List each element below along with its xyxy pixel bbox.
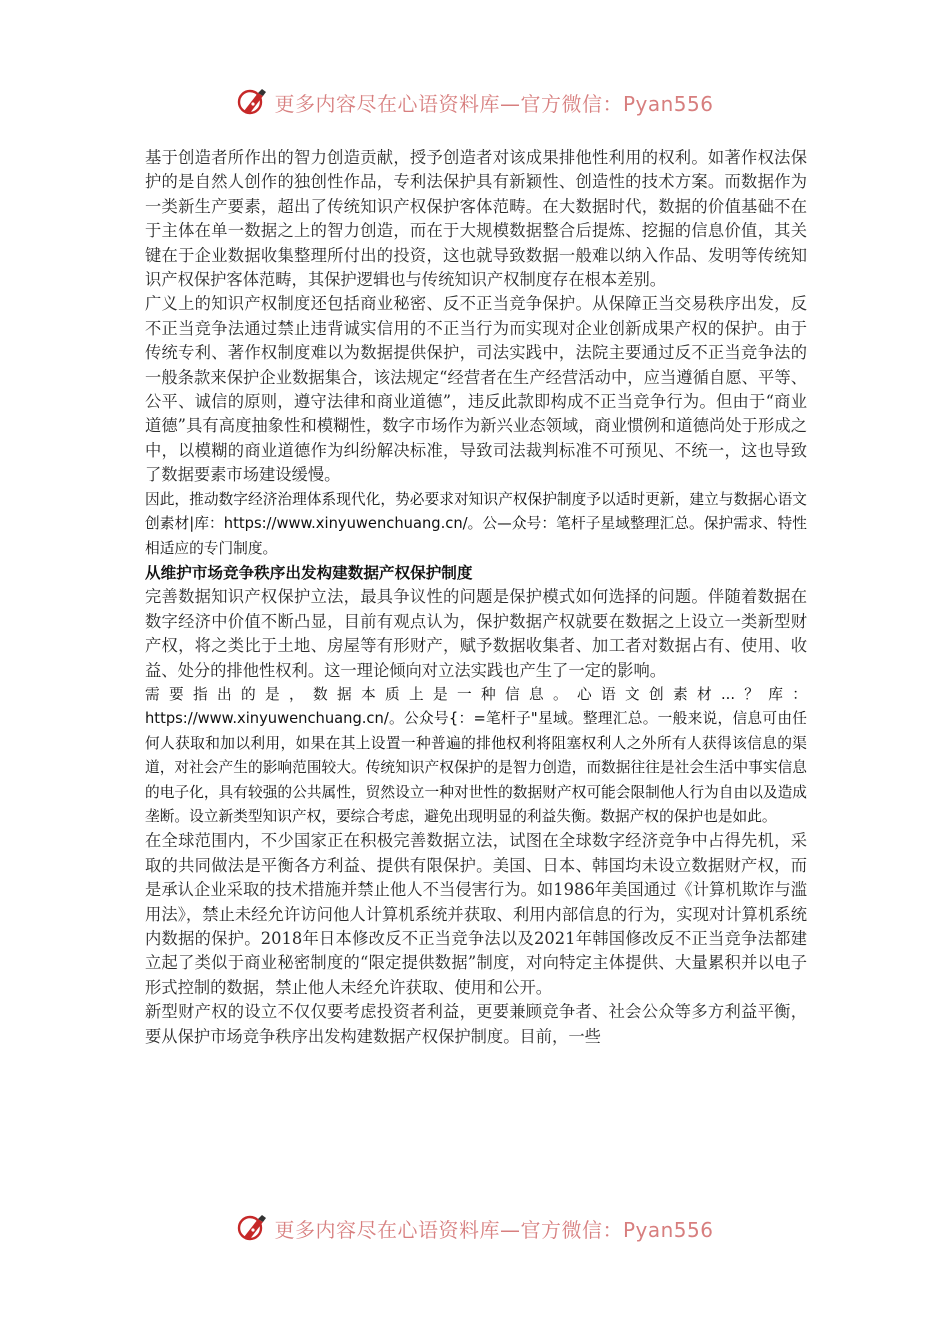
paragraph-3: 因此，推动数字经济治理体系现代化，势必要求对知识产权保护制度予以适时更新，建立与数据心语文创素材|库：https://www.xinyuwenchuang.cn/。公—众号：笔杆子星域整理汇总。保护需求、特性相适应的专门制度。 xyxy=(145,490,807,557)
footer-banner-text: 更多内容尽在心语资料库—官方微信：Pyan556 xyxy=(274,1217,714,1242)
document-body xyxy=(145,146,807,1049)
header-banner-text: 更多内容尽在心语资料库—官方微信：Pyan556 xyxy=(274,91,714,116)
pen-nib-logo-icon xyxy=(236,85,270,119)
section-heading: 从维护市场竞争秩序出发构建数据产权保护制度 xyxy=(145,563,473,582)
pen-nib-logo-icon xyxy=(236,1211,270,1245)
paragraph-2: 广义上的知识产权制度还包括商业秘密、反不正当竞争保护。从保障正当交易秩序出发，反不正当竞争法通过禁止违背诚实信用的不正当行为而实现对企业创新成果产权的保护。由于传统专利、著作权制度难以为数据提供保护，司法实践中，法院主要通过反不正当竞争法的一般条款来保护企业数据集合，该法规定“经营者在生产经营活动中，应当遵循自愿、平等、公平、诚信的原则，遵守法律和商业道德”，违反此款即构成不正当竞争行为。但由于“商业道德”具有高度抽象性和模糊性，数字市场作为新兴业态领域，商业惯例和道德尚处于形成之中，以模糊的商业道德作为纠纷解决标准，导致司法裁判标准不可预见、不统一，这也导致了数据要素市场建设缓慢。 xyxy=(145,294,807,485)
paragraph-6: 在全球范围内，不少国家正在积极完善数据立法，试图在全球数字经济竞争中占得先机，采取的共同做法是平衡各方利益、提供有限保护。美国、日本、韩国均未设立数据财产权，而是承认企业采取的技术措施并禁止他人不当侵害行为。如1986年美国通过《计算机欺诈与滥用法》，禁止未经允许访问他人计算机系统并获取、利用内部信息的行为，实现对计算机系统内数据的保护。2018年日本修改反不正当竞争法以及2021年韩国修改反不正当竞争法都建立起了类似于商业秘密制度的“限定提供数据”制度，对向特定主体提供、大量累积并以电子形式控制的数据，禁止他人未经允许获取、使用和公开。 xyxy=(145,831,807,997)
paragraph-7: 新型财产权的设立不仅仅要考虑投资者利益，更要兼顾竞争者、社会公众等多方利益平衡，要从保护市场竞争秩序出发构建数据产权保护制度。目前，一些 xyxy=(145,1002,807,1046)
header-banner xyxy=(0,82,950,122)
paragraph-4: 完善数据知识产权保护立法，最具争议性的问题是保护模式如何选择的问题。伴随着数据在数字经济中价值不断凸显，目前有观点认为，保护数据产权就要在数据之上设立一类新型财产权，将之类比于土地、房屋等有形财产，赋予数据收集者、加工者对数据占有、使用、收益、处分的排他性权利。这一理论倾向对立法实践也产生了一定的影响。 xyxy=(145,587,807,680)
paragraph-5: 需要指出的是，数据本质上是一种信息。心语文创素材...？库：https://www.xinyuwenchuang.cn/。公众号{：=笔杆子"星域。整理汇总。一般来说，信息可由任何人获取和加以利用，如果在其上设置一种普遍的排他权利将阻塞权利人之外所有人获得该信息的渠道，对社会产生的影响范围较大。传统知识产权保护的是智力创造，而数据往往是社会生活中事实信息的电子化，具有较强的公共属性，贸然设立一种对世性的数据财产权可能会限制他人行为自由以及造成垄断。设立新类型知识产权，要综合考虑，避免出现明显的利益失衡。数据产权的保护也是如此。 xyxy=(145,685,807,825)
footer-banner xyxy=(0,1208,950,1248)
paragraph-1: 基于创造者所作出的智力创造贡献，授予创造者对该成果排他性利用的权利。如著作权法保护的是自然人创作的独创性作品，专利法保护具有新颖性、创造性的技术方案。而数据作为一类新生产要素，超出了传统知识产权保护客体范畴。在大数据时代，数据的价值基础不在于主体在单一数据之上的智力创造，而在于大规模数据整合后提炼、挖掘的信息价值，其关键在于企业数据收集整理所付出的投资，这也就导致数据一般难以纳入作品、发明等传统知识产权保护客体范畴，其保护逻辑也与传统知识产权制度存在根本差别。 xyxy=(145,148,807,290)
